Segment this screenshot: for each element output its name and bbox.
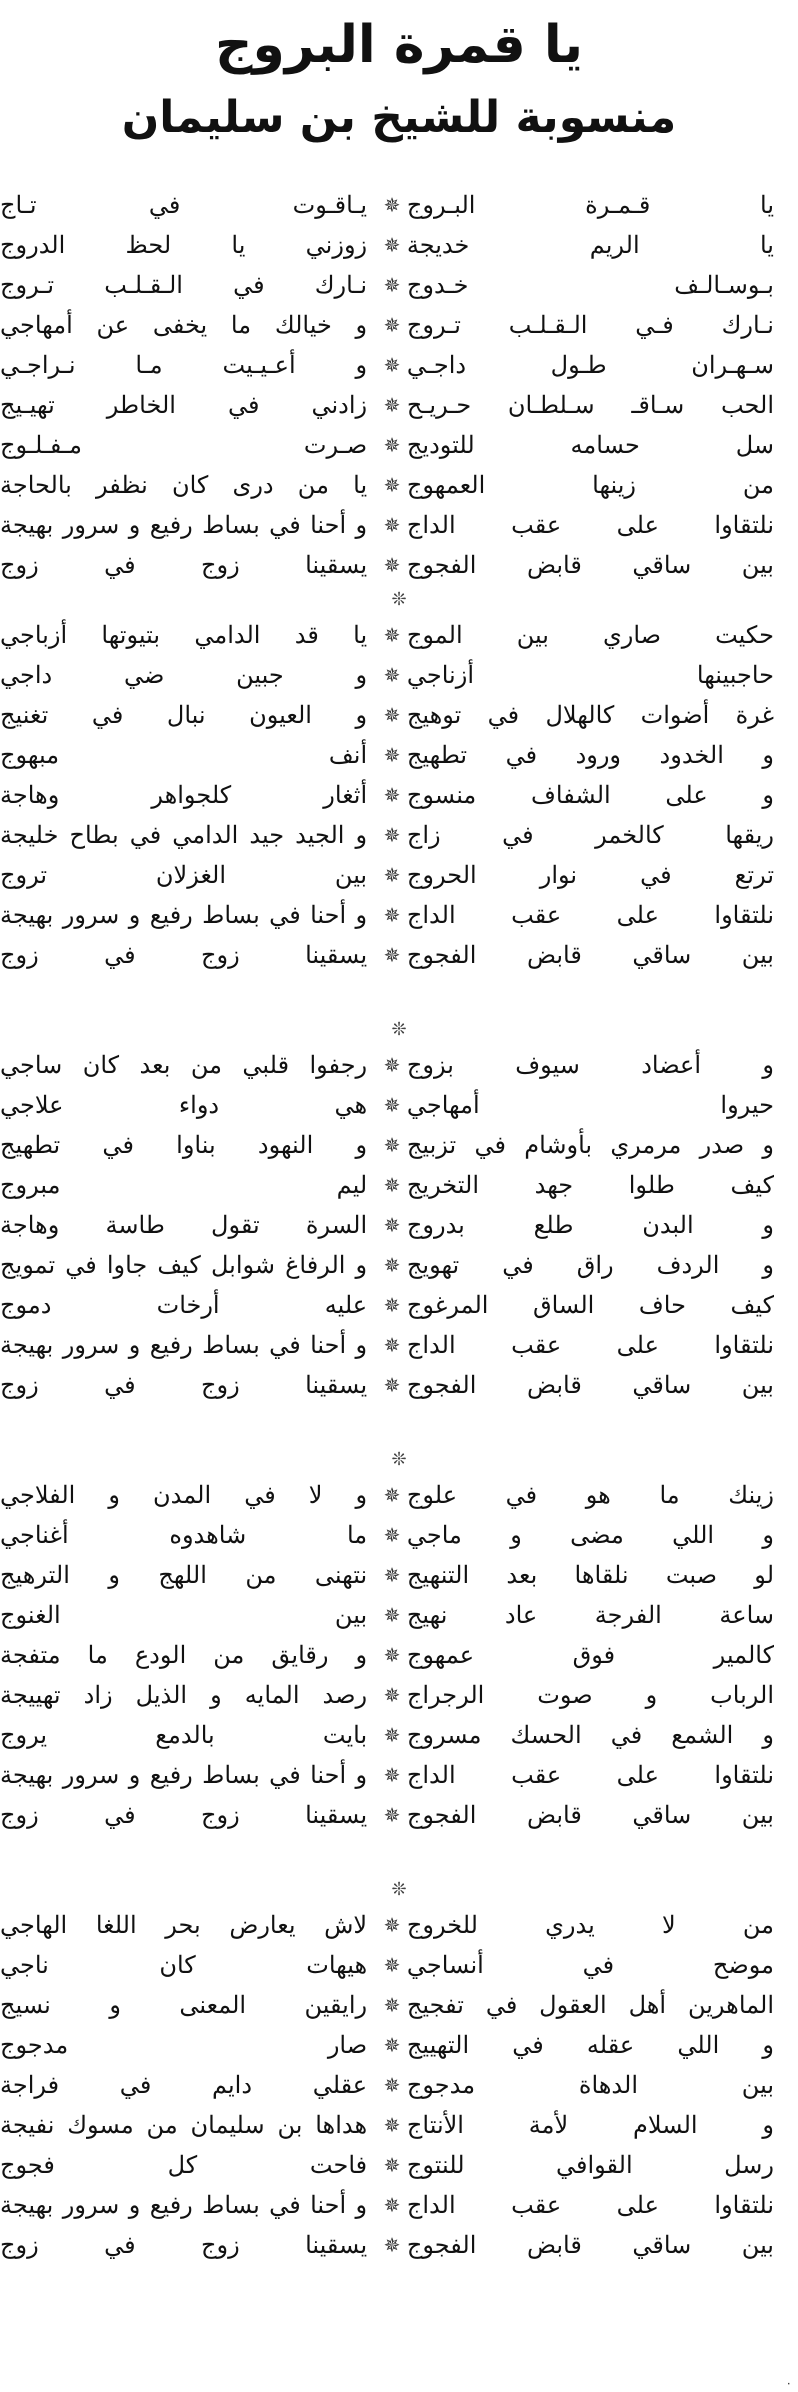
- verse-marker: ✵: [383, 663, 401, 687]
- verse-line: [0, 545, 798, 585]
- verse-first-hemistich: الماهرين أهل العقول في تفجيج: [406, 1991, 774, 2019]
- verse-second-hemistich: بين الغنوج: [0, 1601, 368, 1629]
- verse-marker: ✵: [383, 353, 401, 377]
- verse-second-hemistich: و أحنا في بساط رفيع و سرور بهيجة: [0, 1331, 368, 1359]
- verse-marker: ✵: [383, 2153, 401, 2177]
- verse-first-hemistich: ترتع في نوار الحروج: [406, 861, 774, 889]
- verse-second-hemistich: و أعـيـيت مـا نـراجـي: [0, 351, 368, 379]
- verse-marker: ✵: [383, 1683, 401, 1707]
- verse-marker: ✵: [383, 783, 401, 807]
- verse-marker: ✵: [383, 2073, 401, 2097]
- verse-marker: ✵: [383, 193, 401, 217]
- verse-second-hemistich: يسقينا زوج في زوج: [0, 2231, 368, 2259]
- verse-marker: ✵: [383, 1133, 401, 1157]
- verse-marker: ✵: [383, 1993, 401, 2017]
- stanza-separator: ❊: [391, 1019, 407, 1040]
- verse-first-hemistich: سـهـران طـول داجـي: [406, 351, 774, 379]
- verse-line: [0, 695, 798, 735]
- verse-second-hemistich: بين الغزلان تروج: [0, 861, 368, 889]
- verse-line: [0, 1675, 798, 1715]
- verse-second-hemistich: السرة تقول طاسة وهاجة: [0, 1211, 368, 1239]
- verse-marker: ✵: [383, 1253, 401, 1277]
- verse-first-hemistich: نلتقاوا على عقب الداج: [406, 2191, 774, 2219]
- verse-second-hemistich: عليه أرخات دموج: [0, 1291, 368, 1319]
- verse-second-hemistich: لاش يعارض بحر اللغا الهاجي: [0, 1911, 368, 1939]
- verse-line: [0, 1125, 798, 1165]
- verse-line: [0, 1555, 798, 1595]
- verse-second-hemistich: أثغار كلجواهر وهاجة: [0, 781, 368, 809]
- verse-line: [0, 815, 798, 855]
- stanza: [0, 1045, 798, 1405]
- verse-marker: ✵: [383, 313, 401, 337]
- verse-first-hemistich: ساعة الفرجة عاد نهيج: [406, 1601, 774, 1629]
- verse-first-hemistich: و صدر مرمري بأوشام في تزبيج: [406, 1131, 774, 1159]
- verse-marker: ✵: [383, 233, 401, 257]
- stanza: [0, 615, 798, 975]
- verse-line: [0, 1205, 798, 1245]
- verse-second-hemistich: و أحنا في بساط رفيع و سرور بهيجة: [0, 1761, 368, 1789]
- verse-second-hemistich: زوزني يا لحظ الدروج: [0, 231, 368, 259]
- verse-line: [0, 185, 798, 225]
- verse-marker: ✵: [383, 703, 401, 727]
- verse-second-hemistich: يا قد الدامي بتيوتها أزباجي: [0, 621, 368, 649]
- verse-line: [0, 1985, 798, 2025]
- verse-second-hemistich: ما شاهدوه أغناجي: [0, 1521, 368, 1549]
- verse-first-hemistich: بين الدهاة مدجوج: [406, 2071, 774, 2099]
- verse-second-hemistich: هداها بن سليمان من مسوك نفيجة: [0, 2111, 368, 2139]
- verse-marker: ✵: [383, 433, 401, 457]
- verse-line: [0, 2065, 798, 2105]
- verse-line: [0, 935, 798, 975]
- verse-first-hemistich: و الشمع في الحسك مسروج: [406, 1721, 774, 1749]
- verse-line: [0, 1085, 798, 1125]
- verse-first-hemistich: حكيت صاري بين الموج: [406, 621, 774, 649]
- verse-line: [0, 1595, 798, 1635]
- verse-first-hemistich: و على الشفاف منسوج: [406, 781, 774, 809]
- verse-first-hemistich: بين ساقي قابض الفجوج: [406, 1371, 774, 1399]
- verse-line: [0, 385, 798, 425]
- verse-second-hemistich: و خيالك ما يخفى عن أمهاجي: [0, 311, 368, 339]
- verse-line: [0, 2145, 798, 2185]
- verse-first-hemistich: نـارك فـي الـقـلـب تـروج: [406, 311, 774, 339]
- verse-marker: ✵: [383, 1293, 401, 1317]
- verse-first-hemistich: زينك ما هو في علوج: [406, 1481, 774, 1509]
- verse-line: [0, 265, 798, 305]
- verse-first-hemistich: بـوسـالـف خـدوج: [406, 271, 774, 299]
- verse-first-hemistich: كيف حاف الساق المرغوج: [406, 1291, 774, 1319]
- verse-marker: ✵: [383, 1333, 401, 1357]
- verse-marker: ✵: [383, 743, 401, 767]
- stanza: [0, 185, 798, 585]
- verse-marker: ✵: [383, 1523, 401, 1547]
- verse-first-hemistich: كيف طلوا جهد التخريج: [406, 1171, 774, 1199]
- verse-line: [0, 1245, 798, 1285]
- verse-line: [0, 1945, 798, 1985]
- verse-second-hemistich: رصد المايه و الذيل زاد تهييجة: [0, 1681, 368, 1709]
- verse-first-hemistich: حاجبينها أزناجي: [406, 661, 774, 689]
- stanza: [0, 1475, 798, 1835]
- verse-second-hemistich: يسقينا زوج في زوج: [0, 551, 368, 579]
- verse-line: [0, 1755, 798, 1795]
- verse-second-hemistich: و الجيد جيد الدامي في بطاح خليجة: [0, 821, 368, 849]
- verse-line: [0, 1475, 798, 1515]
- verse-marker: ✵: [383, 473, 401, 497]
- verse-marker: ✵: [383, 1053, 401, 1077]
- verse-marker: ✵: [383, 1603, 401, 1627]
- verse-second-hemistich: صـرت مـفـلـوج: [0, 431, 368, 459]
- verse-marker: ✵: [383, 273, 401, 297]
- verse-marker: ✵: [383, 623, 401, 647]
- verse-second-hemistich: صار مدجوج: [0, 2031, 368, 2059]
- verse-second-hemistich: يا من درى كان نظفر بالحاجة: [0, 471, 368, 499]
- verse-first-hemistich: و الردف راق في تهويج: [406, 1251, 774, 1279]
- verse-line: [0, 655, 798, 695]
- verse-second-hemistich: و العيون نبال في تغنيج: [0, 701, 368, 729]
- verse-first-hemistich: رسل القوافي للنتوج: [406, 2151, 774, 2179]
- verse-line: [0, 615, 798, 655]
- verse-marker: ✵: [383, 1803, 401, 1827]
- verse-line: [0, 1795, 798, 1835]
- verse-line: [0, 1515, 798, 1555]
- verse-line: [0, 855, 798, 895]
- verse-marker: ✵: [383, 943, 401, 967]
- verse-line: [0, 1635, 798, 1675]
- verse-first-hemistich: و الخدود ورود في تطهيج: [406, 741, 774, 769]
- verse-marker: ✵: [383, 1643, 401, 1667]
- verse-marker: ✵: [383, 823, 401, 847]
- stanza: [0, 1905, 798, 2265]
- verse-second-hemistich: أنف مبهوج: [0, 741, 368, 769]
- verse-line: [0, 225, 798, 265]
- verse-first-hemistich: و البدن طلع بدروج: [406, 1211, 774, 1239]
- verse-first-hemistich: موضح في أنساجي: [406, 1951, 774, 1979]
- verse-first-hemistich: بين ساقي قابض الفجوج: [406, 941, 774, 969]
- verse-second-hemistich: فاحت كل فجوج: [0, 2151, 368, 2179]
- verse-first-hemistich: نلتقاوا على عقب الداج: [406, 1761, 774, 1789]
- verse-first-hemistich: كالمير فوق عمهوج: [406, 1641, 774, 1669]
- stanza-separator: ❊: [391, 1879, 407, 1900]
- verse-first-hemistich: من لا يدري للخروج: [406, 1911, 774, 1939]
- verse-second-hemistich: ليم مبروج: [0, 1171, 368, 1199]
- verse-marker: ✵: [383, 1173, 401, 1197]
- verse-marker: ✵: [383, 1373, 401, 1397]
- verse-second-hemistich: يسقينا زوج في زوج: [0, 1801, 368, 1829]
- verse-line: [0, 1365, 798, 1405]
- verse-marker: ✵: [383, 513, 401, 537]
- verse-second-hemistich: هيهات كان ناجي: [0, 1951, 368, 1979]
- poem-title: يا قمرة البروج: [215, 15, 583, 75]
- verse-line: [0, 465, 798, 505]
- verse-second-hemistich: و الرفاغ شوابل كيف جاوا في تمويج: [0, 1251, 368, 1279]
- verse-marker: ✵: [383, 1723, 401, 1747]
- verse-first-hemistich: لو صبت نلقاها بعد التنهيج: [406, 1561, 774, 1589]
- verse-line: [0, 775, 798, 815]
- verse-second-hemistich: يـاقـوت في تـاج: [0, 191, 368, 219]
- verse-first-hemistich: حيروا أمهاجي: [406, 1091, 774, 1119]
- verse-marker: ✵: [383, 393, 401, 417]
- verse-line: [0, 1905, 798, 1945]
- verse-first-hemistich: من زينها العمهوج: [406, 471, 774, 499]
- verse-second-hemistich: و النهود بناوا في تطهيج: [0, 1131, 368, 1159]
- verse-first-hemistich: يا قـمـرة البـروج: [406, 191, 774, 219]
- verse-marker: ✵: [383, 2233, 401, 2257]
- verse-second-hemistich: يسقينا زوج في زوج: [0, 941, 368, 969]
- verse-line: [0, 2185, 798, 2225]
- verse-second-hemistich: و أحنا في بساط رفيع و سرور بهيجة: [0, 2191, 368, 2219]
- verse-first-hemistich: نلتقاوا على عقب الداج: [406, 1331, 774, 1359]
- verse-line: [0, 2025, 798, 2065]
- verse-second-hemistich: عقلي دايم في فراجة: [0, 2071, 368, 2099]
- verse-line: [0, 1715, 798, 1755]
- verse-second-hemistich: يسقينا زوج في زوج: [0, 1371, 368, 1399]
- verse-marker: ✵: [383, 553, 401, 577]
- verse-line: [0, 345, 798, 385]
- verse-line: [0, 1045, 798, 1085]
- verse-marker: ✵: [383, 1763, 401, 1787]
- verse-first-hemistich: بين ساقي قابض الفجوج: [406, 1801, 774, 1829]
- verse-second-hemistich: و جبين ضي داجي: [0, 661, 368, 689]
- verse-first-hemistich: نلتقاوا على عقب الداج: [406, 901, 774, 929]
- verse-marker: ✵: [383, 1953, 401, 1977]
- verse-first-hemistich: بين ساقي قابض الفجوج: [406, 551, 774, 579]
- verse-first-hemistich: يا الريم خديجة: [406, 231, 774, 259]
- verse-line: [0, 1285, 798, 1325]
- verse-second-hemistich: نـارك في الـقـلـب تـروج: [0, 271, 368, 299]
- verse-marker: ✵: [383, 1213, 401, 1237]
- verse-first-hemistich: الحب سـاقـ سـلطـان حـريـح: [406, 391, 774, 419]
- verse-second-hemistich: و أحنا في بساط رفيع و سرور بهيجة: [0, 511, 368, 539]
- verse-first-hemistich: الرباب و صوت الرجراج: [406, 1681, 774, 1709]
- verse-second-hemistich: و أحنا في بساط رفيع و سرور بهيجة: [0, 901, 368, 929]
- verse-marker: ✵: [383, 863, 401, 887]
- page-mark: ٠: [785, 2376, 792, 2390]
- verse-marker: ✵: [383, 1913, 401, 1937]
- verse-marker: ✵: [383, 2033, 401, 2057]
- verse-marker: ✵: [383, 1483, 401, 1507]
- verse-second-hemistich: و رقايق من الودع ما متفجة: [0, 1641, 368, 1669]
- verse-line: [0, 1325, 798, 1365]
- verse-line: [0, 2225, 798, 2265]
- verse-first-hemistich: غرة أضوات كالهلال في توهيج: [406, 701, 774, 729]
- verse-second-hemistich: بايت بالدمع يروج: [0, 1721, 368, 1749]
- verse-second-hemistich: زادني في الخاطر تهيـيج: [0, 391, 368, 419]
- poem-subtitle: منسوبة للشيخ بن سليمان: [121, 92, 677, 143]
- verse-second-hemistich: رايقين المعنى و نسيج: [0, 1991, 368, 2019]
- verse-marker: ✵: [383, 2113, 401, 2137]
- verse-marker: ✵: [383, 1563, 401, 1587]
- verse-second-hemistich: رجفوا قلبي من بعد كان ساجي: [0, 1051, 368, 1079]
- verse-marker: ✵: [383, 903, 401, 927]
- verse-line: [0, 1165, 798, 1205]
- verse-line: [0, 305, 798, 345]
- verse-marker: ✵: [383, 1093, 401, 1117]
- verse-second-hemistich: و لا في المدن و الفلاجي: [0, 1481, 368, 1509]
- verse-first-hemistich: نلتقاوا على عقب الداج: [406, 511, 774, 539]
- verse-first-hemistich: ريقها كالخمر في زاج: [406, 821, 774, 849]
- verse-first-hemistich: بين ساقي قابض الفجوج: [406, 2231, 774, 2259]
- verse-second-hemistich: نتهنى من اللهج و الترهيج: [0, 1561, 368, 1589]
- verse-first-hemistich: سل حسامه للتوديج: [406, 431, 774, 459]
- stanza-separator: ❊: [391, 1449, 407, 1470]
- verse-line: [0, 2105, 798, 2145]
- verse-second-hemistich: هي دواء علاجي: [0, 1091, 368, 1119]
- verse-line: [0, 505, 798, 545]
- verse-first-hemistich: و اللي مضى و ماجي: [406, 1521, 774, 1549]
- verse-line: [0, 735, 798, 775]
- verse-line: [0, 425, 798, 465]
- stanza-separator: ❊: [391, 589, 407, 610]
- verse-first-hemistich: و أعضاد سيوف بزوج: [406, 1051, 774, 1079]
- verse-marker: ✵: [383, 2193, 401, 2217]
- verse-line: [0, 895, 798, 935]
- verse-first-hemistich: و السلام لأمة الأنتاج: [406, 2111, 774, 2139]
- verse-first-hemistich: و اللي عقله في التهييج: [406, 2031, 774, 2059]
